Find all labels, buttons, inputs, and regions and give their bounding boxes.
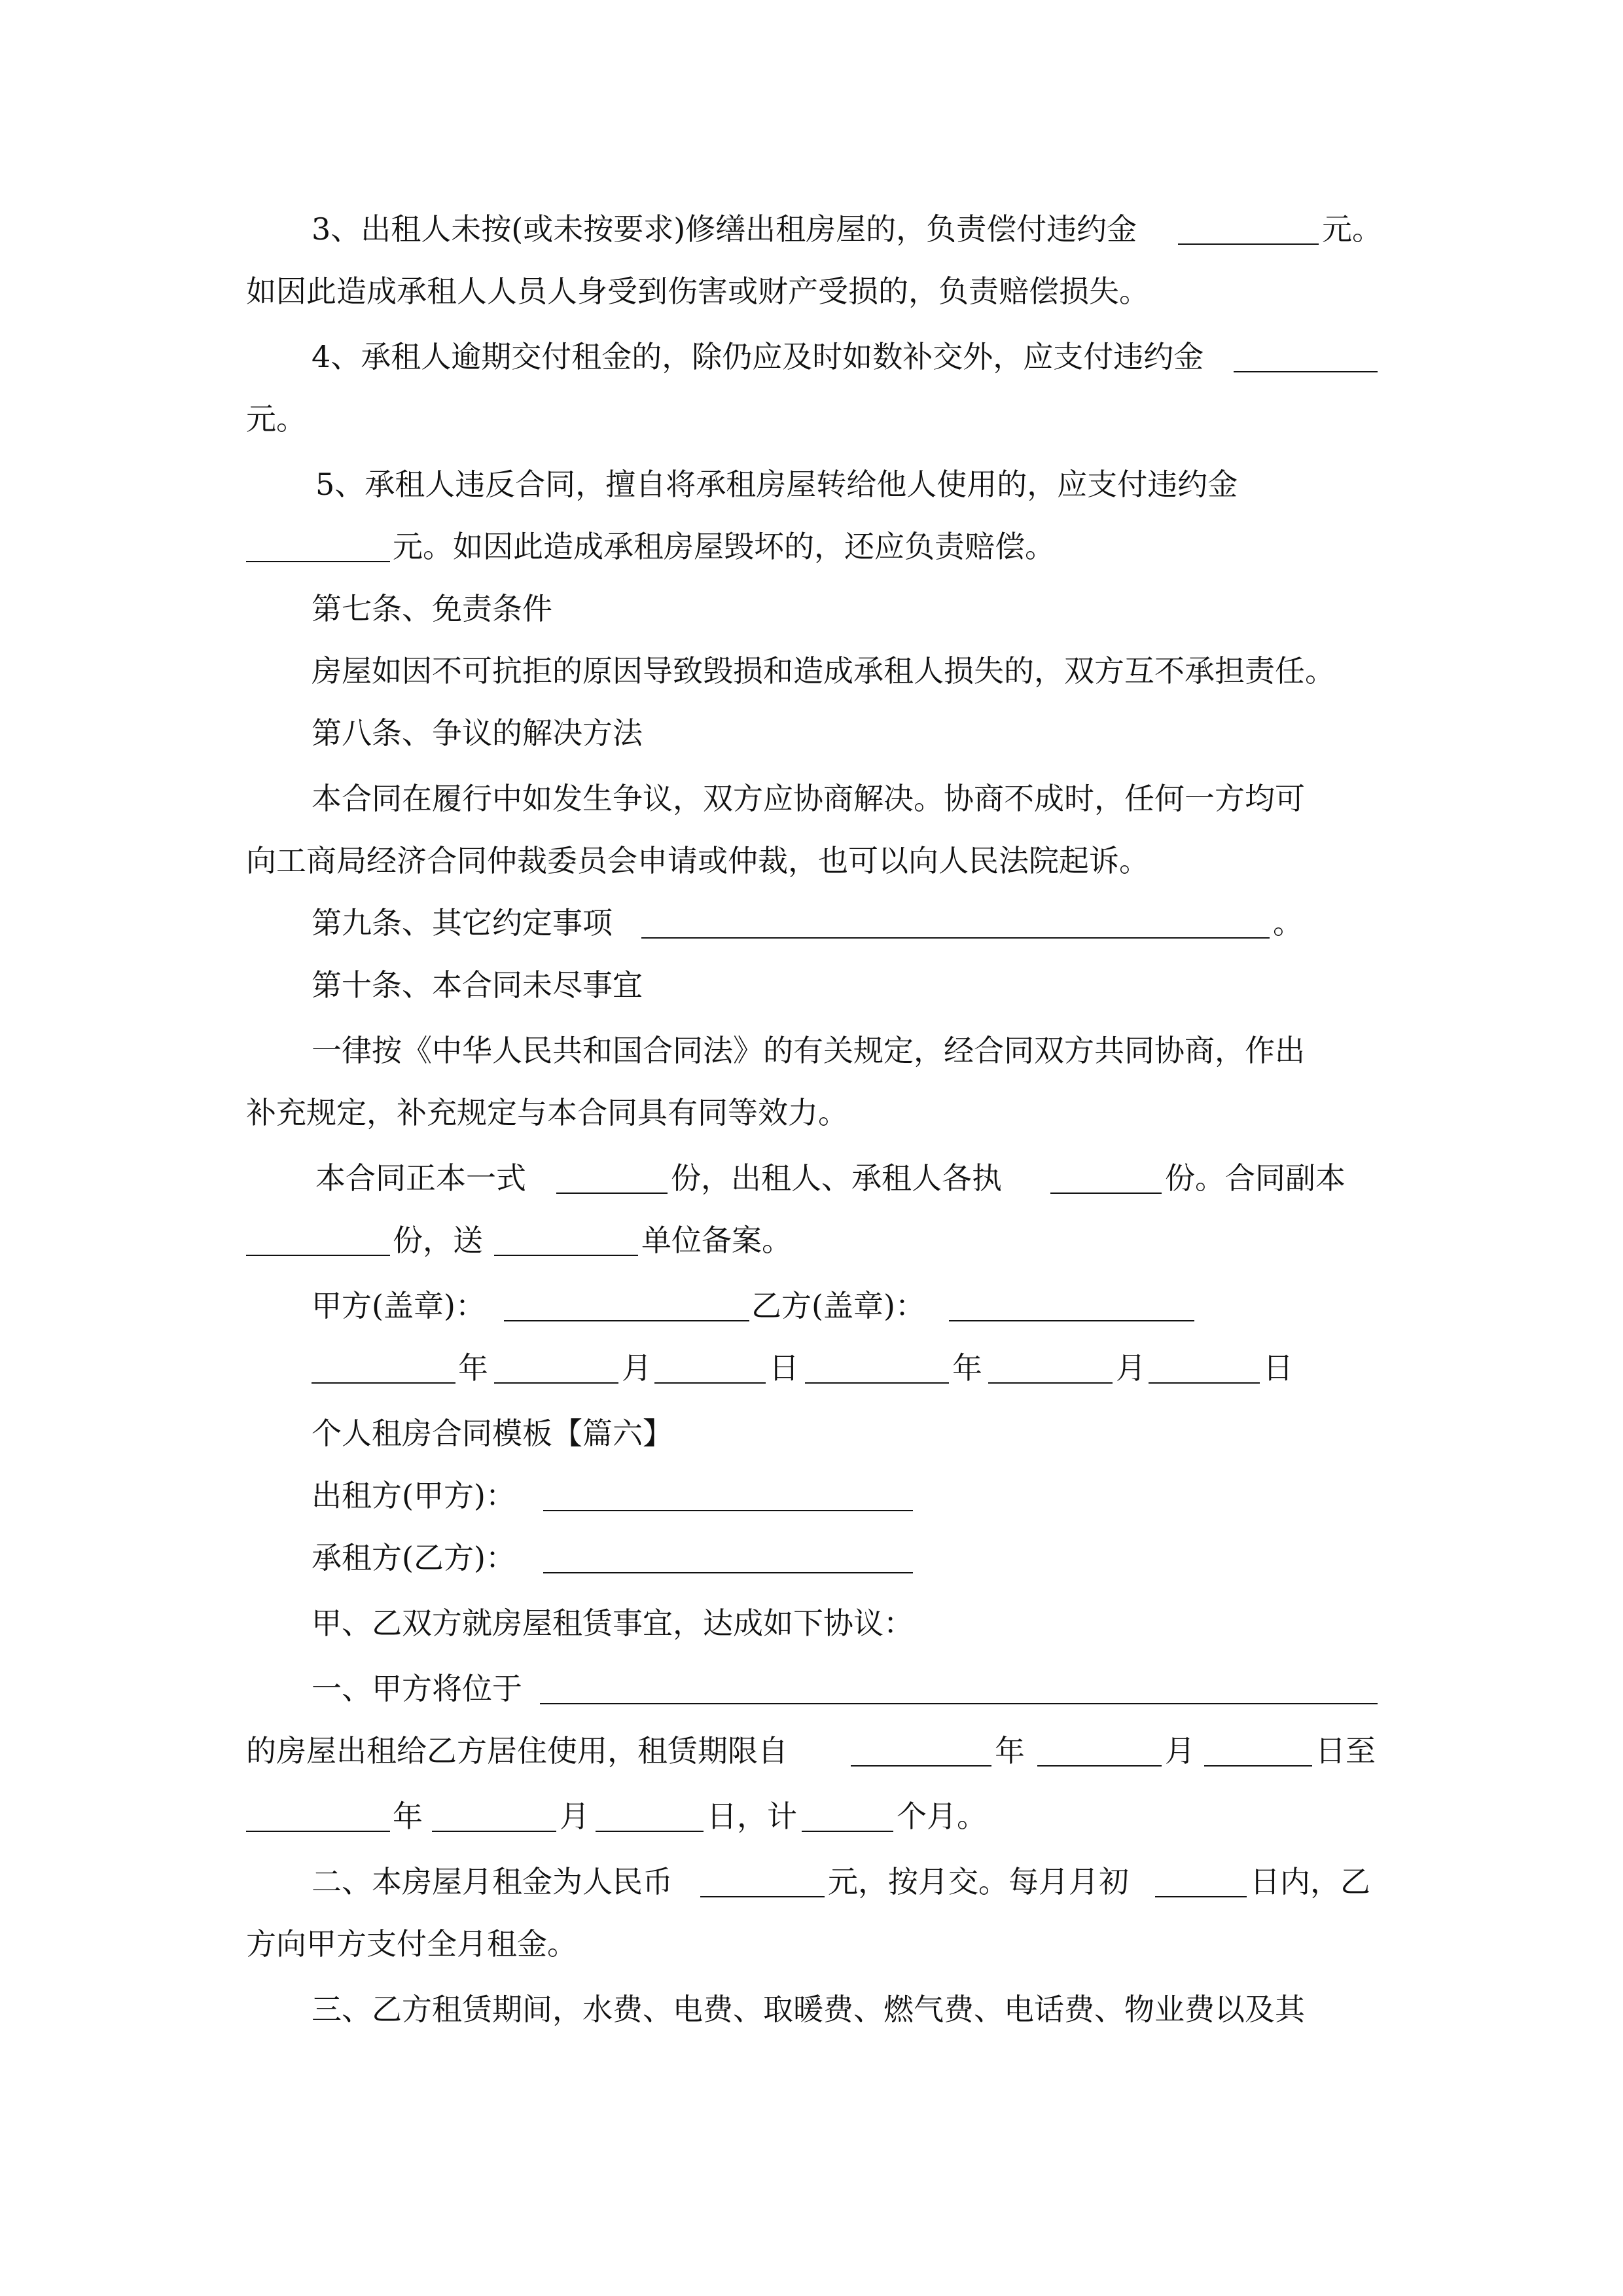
fill-blank bbox=[1155, 1896, 1247, 1897]
clause-text: 日至 bbox=[1315, 1733, 1376, 1768]
fill-blank bbox=[1234, 371, 1378, 372]
clause-text: 份，出租人、承租人各执 bbox=[671, 1160, 1002, 1196]
date-unit: 年 bbox=[952, 1350, 982, 1386]
paragraph-line bbox=[0, 458, 1623, 511]
clause-text: 二、本房屋月租金为人民币 bbox=[312, 1864, 673, 1899]
clause-text: 个月。 bbox=[897, 1799, 987, 1834]
article-heading bbox=[0, 583, 1623, 635]
paragraph-line bbox=[0, 331, 1623, 383]
clause-text: 。 bbox=[1273, 905, 1303, 941]
fill-blank bbox=[641, 937, 1270, 939]
clause-text: 份，送 bbox=[393, 1223, 483, 1258]
date-unit: 年 bbox=[458, 1350, 488, 1386]
clause-text: 一、甲方将位于 bbox=[312, 1671, 522, 1706]
lessor-blank bbox=[543, 1510, 913, 1511]
clause-text: 本合同在履行中如发生争议，双方应协商解决。协商不成时，任何一方均可 bbox=[312, 781, 1305, 816]
fill-blank bbox=[1050, 1193, 1162, 1194]
paragraph-line bbox=[0, 1725, 1623, 1777]
signature-line bbox=[0, 1280, 1623, 1332]
clause-text: 元。 bbox=[1322, 211, 1382, 247]
paragraph-line bbox=[0, 772, 1623, 825]
year-blank bbox=[805, 1382, 949, 1384]
clause-text: 份。合同副本 bbox=[1165, 1160, 1346, 1196]
clause-text: 的房屋出租给乙方居住使用，租赁期限自 bbox=[246, 1733, 788, 1768]
clause-text: 月 bbox=[560, 1799, 590, 1834]
clause-text: 元。如因此造成承租房屋毁坏的，还应负责赔偿。 bbox=[393, 529, 1055, 564]
clause-text: 年 bbox=[995, 1733, 1025, 1768]
paragraph-line bbox=[0, 834, 1623, 887]
paragraph-line bbox=[0, 265, 1623, 317]
party-a-seal-blank bbox=[504, 1320, 749, 1321]
clause-text: 房屋如因不可抗拒的原因导致毁损和造成承租人损失的，双方互不承担责任。 bbox=[312, 653, 1335, 689]
party-b-seal-blank bbox=[949, 1320, 1194, 1321]
fill-blank bbox=[432, 1831, 556, 1832]
paragraph-line bbox=[0, 1790, 1623, 1842]
fill-blank bbox=[802, 1831, 893, 1832]
clause-text: 如因此造成承租人人员人身受到伤害或财产受损的，负责赔偿损失。 bbox=[246, 274, 1149, 309]
date-unit: 月 bbox=[1116, 1350, 1146, 1386]
clause-text: 补充规定，补充规定与本合同具有同等效力。 bbox=[246, 1095, 848, 1130]
fill-blank bbox=[700, 1896, 825, 1897]
date-unit: 日 bbox=[769, 1350, 799, 1386]
clause-text: 元，按月交。每月月初 bbox=[828, 1864, 1129, 1899]
month-blank bbox=[988, 1382, 1113, 1384]
clause-text: 本合同正本一式 bbox=[315, 1160, 526, 1196]
party-line bbox=[0, 1469, 1623, 1522]
clause-text: 日内，乙 bbox=[1250, 1864, 1370, 1899]
fill-blank bbox=[1037, 1765, 1162, 1767]
fill-blank bbox=[540, 1703, 1378, 1704]
paragraph-line bbox=[0, 1214, 1623, 1266]
paragraph-line bbox=[0, 203, 1623, 255]
party-line bbox=[0, 1532, 1623, 1584]
clause-text: 一律按《中华人民共和国合同法》的有关规定，经合同双方共同协商，作出 bbox=[312, 1033, 1305, 1068]
article-heading-text: 第八条、争议的解决方法 bbox=[312, 715, 643, 751]
clause-text: 3、出租人未按(或未按要求)修缮出租房屋的，负责偿付违约金 bbox=[312, 211, 1137, 247]
clause-text: 5、承租人违反合同，擅自将承租房屋转给他人使用的，应支付违约金 bbox=[315, 467, 1238, 502]
paragraph-line bbox=[0, 520, 1623, 573]
paragraph-line bbox=[0, 1662, 1623, 1715]
month-blank bbox=[494, 1382, 618, 1384]
clause-text: 向工商局经济合同仲裁委员会申请或仲裁，也可以向人民法院起诉。 bbox=[246, 843, 1149, 878]
clause-text: 三、乙方租赁期间，水费、电费、取暖费、燃气费、电话费、物业费以及其 bbox=[312, 1992, 1305, 2027]
day-blank bbox=[1149, 1382, 1260, 1384]
paragraph-line bbox=[0, 1152, 1623, 1204]
clause-text: 日，计 bbox=[707, 1799, 797, 1834]
article-heading-text: 第九条、其它约定事项 bbox=[312, 905, 613, 941]
clause-text: 甲、乙双方就房屋租赁事宜，达成如下协议： bbox=[312, 1605, 914, 1641]
paragraph-line bbox=[0, 645, 1623, 697]
clause-text: 单位备案。 bbox=[641, 1223, 792, 1258]
section-title-text: 个人租房合同模板【篇六】 bbox=[312, 1416, 673, 1451]
party-a-seal-label: 甲方(盖章)： bbox=[312, 1288, 486, 1323]
article-heading bbox=[0, 959, 1623, 1011]
lessor-label: 出租方(甲方)： bbox=[312, 1478, 516, 1513]
fill-blank bbox=[1178, 243, 1319, 245]
article-heading-text: 第七条、免责条件 bbox=[312, 591, 552, 626]
paragraph-line bbox=[0, 393, 1623, 445]
paragraph-line bbox=[0, 1024, 1623, 1077]
clause-text: 年 bbox=[393, 1799, 423, 1834]
year-blank bbox=[312, 1382, 455, 1384]
fill-blank bbox=[596, 1831, 704, 1832]
paragraph-line bbox=[0, 1597, 1623, 1649]
party-b-seal-label: 乙方(盖章)： bbox=[751, 1288, 925, 1323]
clause-text: 月 bbox=[1165, 1733, 1195, 1768]
fill-blank bbox=[246, 1255, 390, 1256]
section-title bbox=[0, 1407, 1623, 1460]
date-unit: 月 bbox=[622, 1350, 652, 1386]
date-line bbox=[0, 1342, 1623, 1394]
date-unit: 日 bbox=[1263, 1350, 1293, 1386]
article-heading bbox=[0, 707, 1623, 759]
fill-blank bbox=[1204, 1765, 1312, 1767]
fill-blank bbox=[851, 1765, 991, 1767]
lessee-blank bbox=[543, 1572, 913, 1573]
paragraph-line bbox=[0, 1918, 1623, 1970]
fill-blank bbox=[246, 561, 390, 562]
fill-blank bbox=[494, 1255, 638, 1256]
clause-text: 元。 bbox=[246, 401, 306, 437]
clause-text: 方向甲方支付全月租金。 bbox=[246, 1926, 577, 1962]
paragraph-line bbox=[0, 1983, 1623, 2036]
paragraph-line bbox=[0, 1856, 1623, 1908]
fill-blank bbox=[246, 1831, 390, 1832]
article-heading bbox=[0, 897, 1623, 949]
article-heading-text: 第十条、本合同未尽事宜 bbox=[312, 967, 643, 1003]
paragraph-line bbox=[0, 1086, 1623, 1139]
day-blank bbox=[654, 1382, 766, 1384]
clause-text: 4、承租人逾期交付租金的，除仍应及时如数补交外，应支付违约金 bbox=[312, 339, 1204, 374]
fill-blank bbox=[556, 1193, 668, 1194]
lessee-label: 承租方(乙方)： bbox=[312, 1540, 516, 1575]
